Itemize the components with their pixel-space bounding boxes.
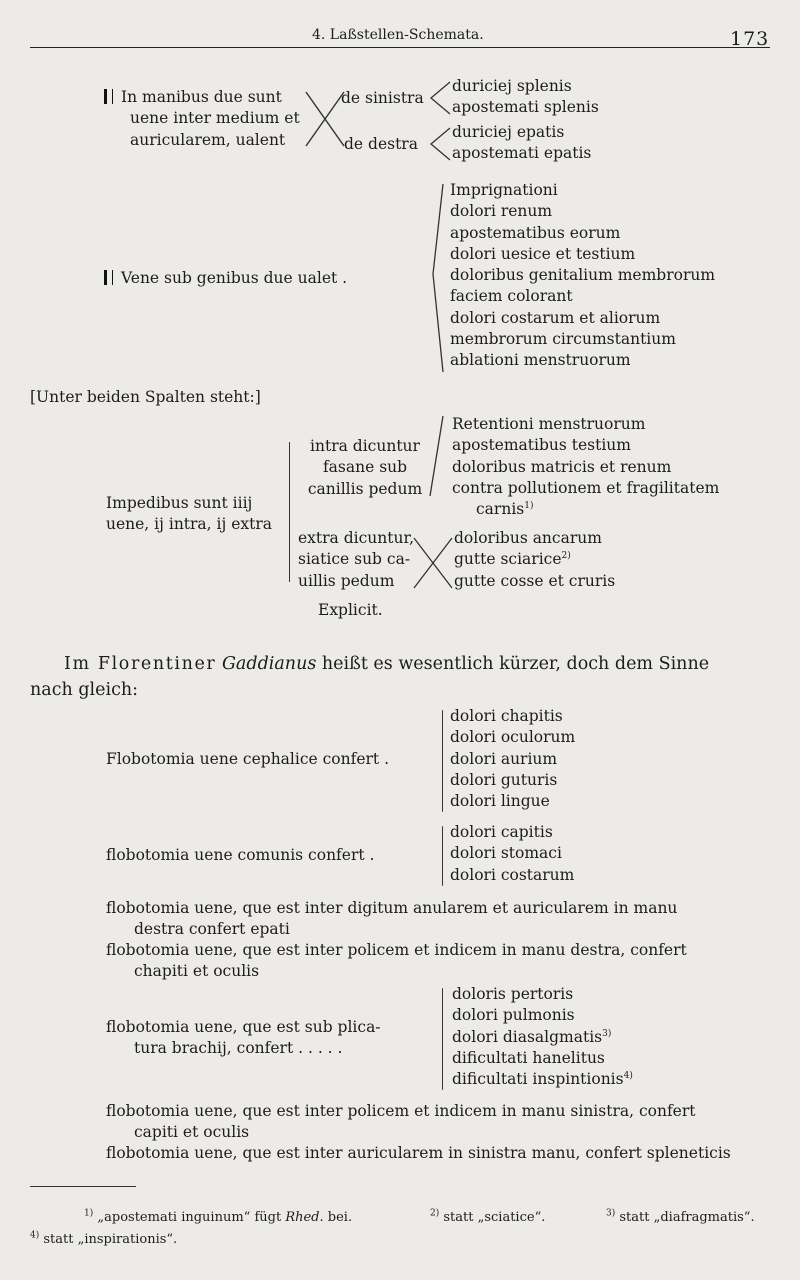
block1-angle-bottom bbox=[428, 124, 454, 164]
block3-intra-bracket bbox=[428, 414, 446, 500]
block3-extra-items: doloribus ancarum gutte sciarice$^{2)}$ gutte cosse et cruris bbox=[454, 529, 616, 590]
block1-mid-top: de sinistra bbox=[341, 89, 424, 107]
block1-angle-top bbox=[428, 78, 454, 118]
line10: flobotomia uene, que est inter auricularem in sinistra manu, confert spleneticis bbox=[106, 1144, 731, 1162]
block1-right-top: duriciej splenis apostemati splenis bbox=[452, 77, 599, 117]
block4-label: Flobotomia uene cephalice confert . bbox=[106, 750, 390, 768]
block3-brace bbox=[289, 442, 290, 582]
footnote-rule bbox=[30, 1186, 136, 1187]
block4-items: dolori chapitis dolori oculorum dolori aurium dolori guturis dolori lingue bbox=[450, 707, 576, 811]
chapter-title: 4. Laßstellen-Schemata. bbox=[312, 27, 484, 43]
block8-brace bbox=[442, 988, 443, 1090]
line9: flobotomia uene, que est inter policem et indicem in manu sinistra, confert capiti et oculis bbox=[106, 1102, 696, 1142]
block4-brace bbox=[442, 710, 443, 812]
footnote-3: $^{3)}$ statt „diafragmatis“. bbox=[606, 1208, 755, 1225]
block3-intra-items: Retentioni menstruorum apostematibus testium doloribus matricis et renum contra pollutionem et fragilitatem carnis$^{1)}$ bbox=[452, 415, 720, 519]
page-number: 173 bbox=[730, 28, 770, 50]
header-rule bbox=[30, 47, 770, 48]
block1-left: In manibus due sunt uene inter medium et auricularem, ualent bbox=[104, 87, 300, 151]
paragraph-mark bbox=[104, 270, 113, 285]
footnote-2: $^{2)}$ statt „sciatice“. bbox=[430, 1208, 546, 1225]
paragraph-mark bbox=[104, 89, 113, 104]
block5-items: dolori capitis dolori stomaci dolori costarum bbox=[450, 823, 575, 884]
note-between-columns: [Unter beiden Spalten steht:] bbox=[30, 388, 261, 406]
block3-intra: intra dicuntur fasane sub canillis pedum bbox=[307, 437, 423, 498]
block5-label: flobotomia uene comunis confert . bbox=[106, 846, 375, 864]
block8-label: flobotomia uene, que est sub plica- tura brachij, confert . . . . . bbox=[106, 1018, 381, 1058]
block2-items: Imprignationi dolori renum apostematibus eorum dolori uesice et testium doloribus genitalium membrorum faciem colorant dolori costarum et aliorum membrorum circumstantium ablationi menstruorum bbox=[450, 181, 716, 370]
block3-extra-cross bbox=[410, 536, 456, 592]
explicit: Explicit. bbox=[318, 601, 383, 619]
block1-right-bottom: duriciej epatis apostemati epatis bbox=[452, 123, 592, 163]
block2-bracket bbox=[430, 182, 446, 374]
block2-label: Vene sub genibus due ualet . bbox=[104, 268, 347, 289]
line7: flobotomia uene, que est inter policem et indicem in manu destra, confert chapiti et oculis bbox=[106, 941, 687, 981]
line6: flobotomia uene, que est inter digitum anularem et auricularem in manu destra confert epati bbox=[106, 899, 678, 939]
footnote-1: $^{1)}$ „apostemati inguinum“ fügt Rhed. bei. bbox=[84, 1208, 353, 1225]
footnote-4: $^{4)}$ statt „inspirationis“. bbox=[30, 1230, 178, 1247]
paragraph: Im Florentiner Gaddianus heißt es wesentlich kürzer, doch dem Sinne nach gleich: bbox=[30, 654, 710, 700]
block3-extra: extra dicuntur, siatice sub ca- uillis pedum bbox=[298, 529, 415, 590]
block1-mid-bottom: de destra bbox=[344, 135, 418, 153]
block5-brace bbox=[442, 826, 443, 886]
block8-items: doloris pertoris dolori pulmonis dolori diasalgmatis$^{3)}$ dificultati hanelitus dificultati inspintionis$^{4)}$ bbox=[452, 985, 633, 1089]
block3-left: Impedibus sunt iiij uene, ij intra, ij extra bbox=[106, 494, 273, 534]
